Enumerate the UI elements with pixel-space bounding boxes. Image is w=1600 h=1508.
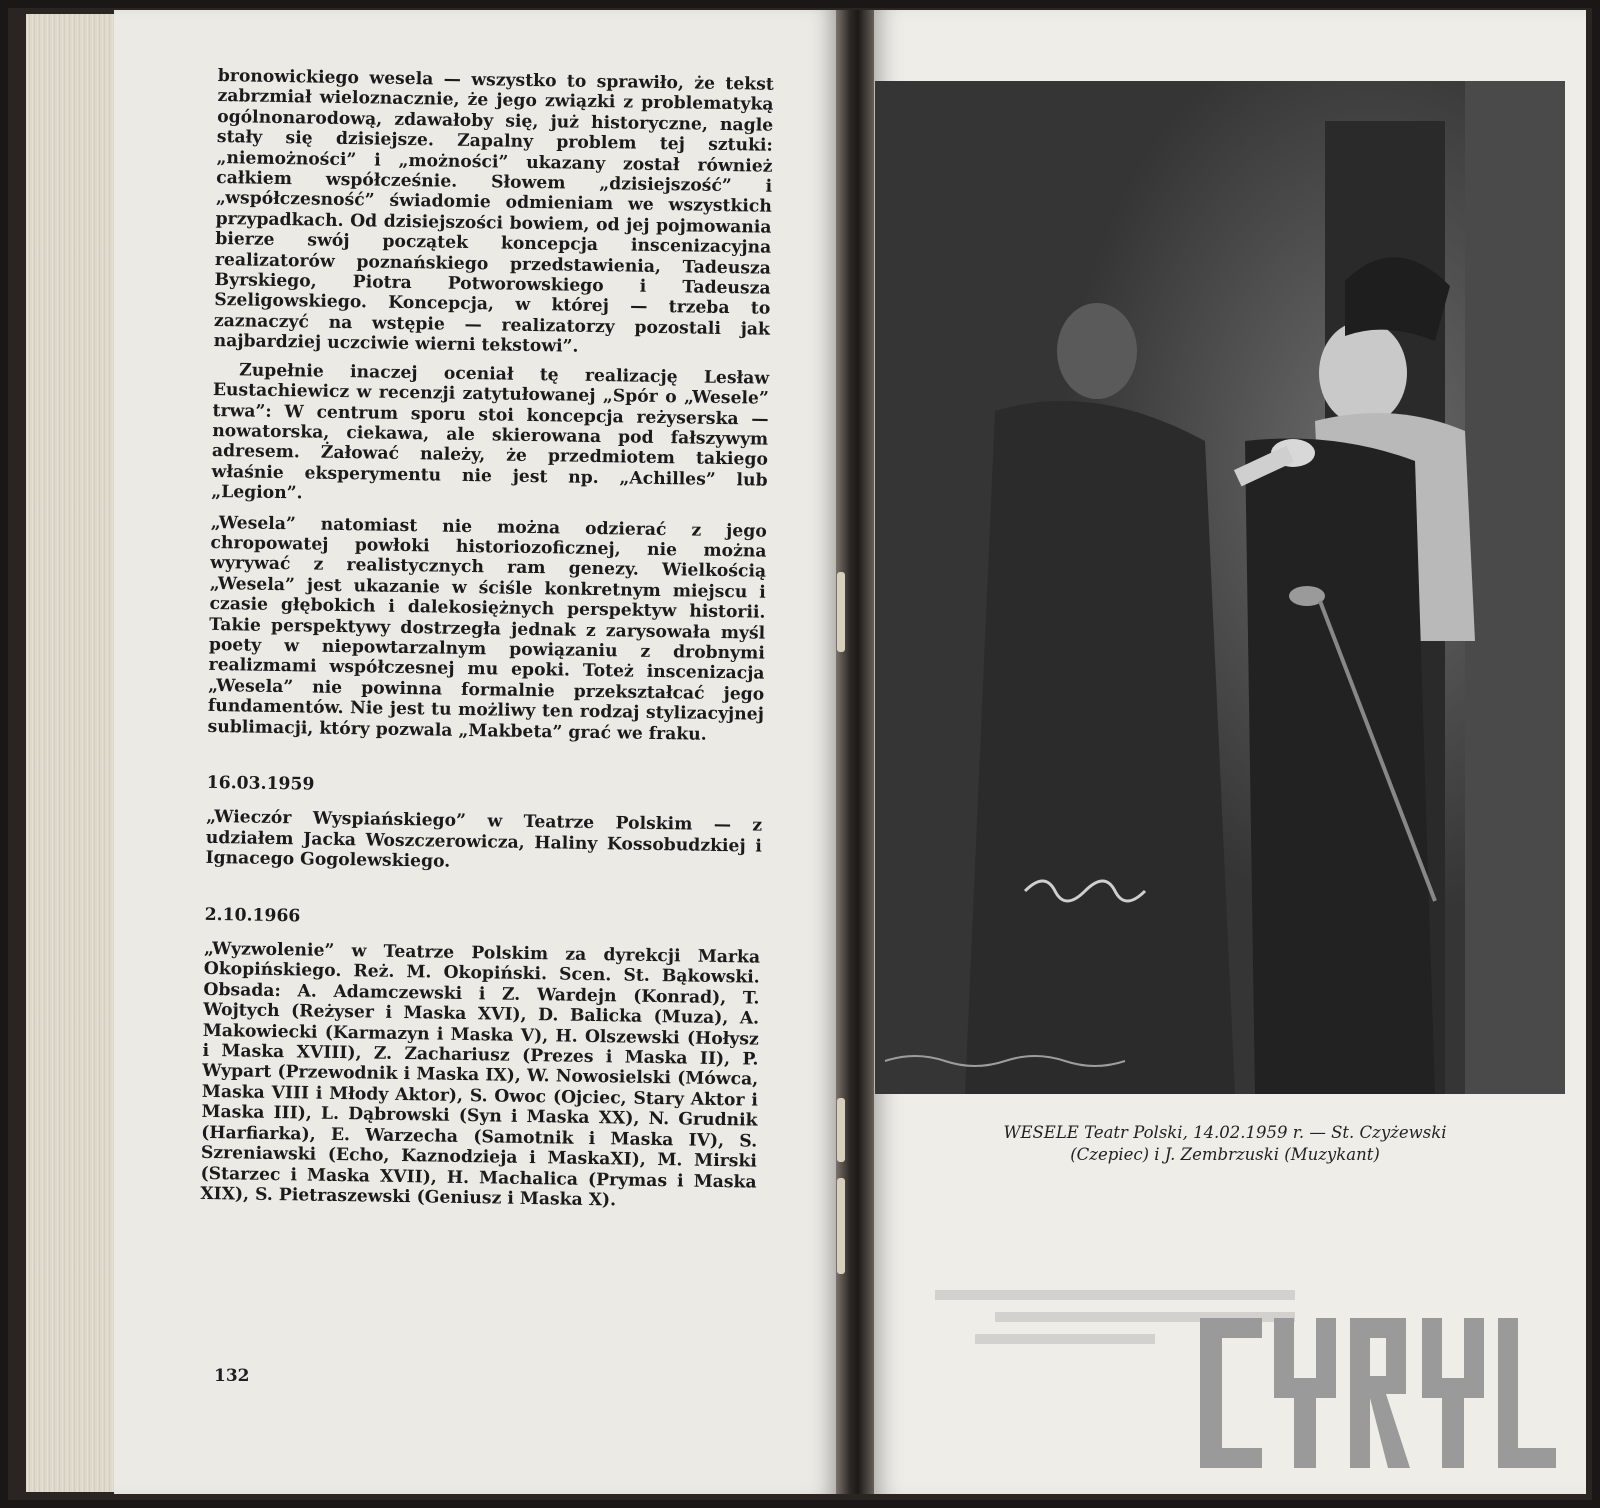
caption-line: (Czepiec) i J. Zembrzuski (Muzykant): [1070, 1145, 1380, 1164]
stage-photograph: [875, 81, 1565, 1094]
caption-line: WESELE Teatr Polski, 14.02.1959 r. — St. Czyżewski: [1003, 1123, 1447, 1142]
entry-text: „Wyzwolenie” w Teatrze Polskim za dyrekcji Marka Okopińskiego. Reż. M. Okopiński. Scen. St. Bąkowski. Obsada: A. Adamczewski i Z. Wardejn (Konrad), T. Wojtych (Reżyser i Maska XVI), D. Balicka (Muza), A. Makowiecki (Karmazyn i Maska V), H. Olszewski (Hołysz i Maska XVIII), Z. Zachariusz (Prezes i Maska II), P. Wypart (Przewodnik i Maska IX), W. Nowosielski (Mówca, Maska VIII i Młody Aktor), S. Owoc (Ojciec, Stary Aktor i Maska III), L. Dąbrowski (Syn i Maska XX), N. Grudnik (Harfiarka), E. Warzecha (Samotnik i Maska IV), S. Szreniawski (Echo, Kaznodzieja i MaskaXI), M. Mirski (Starzec i Maska XVII), H. Machalica (Prymas i Maska XIX), S. Pietraszewski (Geniusz i Maska X).: [200, 938, 761, 1211]
paragraph: Zupełnie inaczej oceniał tę realizację Lesław Eustachiewicz w recenzji zatytułowanej „Spór o „Wesele” trwa”: W centrum sporu stoi koncepcja reżyserska — nowatorska, ciekawa, ale skierowana pod fałszywym adresem. Żałować należy, że przedmiotem takiego właśnie eksperymentu nie jest np. „Achilles” lub „Legion”.: [211, 360, 770, 504]
page-number: 132: [214, 1366, 250, 1386]
paragraph: bronowickiego wesela — wszystko to sprawiło, że tekst zabrzmiał wieloznacznie, że jego związki z problematyką ogólnonarodową, zdawałoby się, już historyczne, nagle stały się dzisiejsze. Zapalny problem tej sztuki: „niemożności” i „możności” ukazany został również całkiem współcześnie. Słowem „dzisiejszość” i „współczesność” świadomie odmieniam we wszystkich przypadkach. Od dzisiejszości bowiem, od jej pojmowania bierze swój początek koncepcja inscenizacyjna realizatorów poznańskiego przedstawienia, Tadeusza Byrskiego, Piotra Potworowskiego i Tadeusza Szeligowskiego. Koncepcja, w której — trzeba to zaznaczyć na wstępie — realizatorzy pozostali jak najbardziej uczciwie wierni tekstowi”.: [213, 66, 774, 357]
binding-thread: [837, 1178, 845, 1274]
entry-date: 16.03.1959: [206, 772, 315, 795]
photo-illustration: [875, 81, 1565, 1094]
entry-date: 2.10.1966: [204, 904, 301, 927]
page-stack-edge: [26, 14, 118, 1492]
photo-caption: [905, 1122, 1545, 1166]
left-page-text: [200, 66, 774, 1213]
entry-text: „Wieczór Wyspiańskiego” w Teatrze Polskim — z udziałem Jacka Woszczerowicza, Haliny Kossobudzkiej i Ignacego Gogolewskiego.: [205, 807, 763, 872]
binding-thread: [837, 1098, 845, 1162]
binding-thread: [837, 572, 845, 652]
cyryl-watermark-logo: [1200, 1318, 1560, 1468]
paragraph: „Wesela” natomiast nie można odzierać z jego chropowatej powłoki historiozoficznej, nie można wyrywać z realistycznych ram genezy. Wielkością „Wesela” jest ukazanie w ściśle konkretnym miejscu i czasie głębokich i dalekosiężnych perspektyw historii. Takie perspektywy dostrzegła jednak z zarysowała myśl poety w niepowtarzalnym powiązaniu z drobnymi realizmami współczesnej mu epoki. Toteż inscenizacja „Wesela” nie powinna formalnie przekształcać jego fundamentów. Nie jest tu możliwy ten rodzaj stylizacyjnej sublimacji, który pozwala „Makbeta” grać we fraku.: [207, 512, 767, 745]
